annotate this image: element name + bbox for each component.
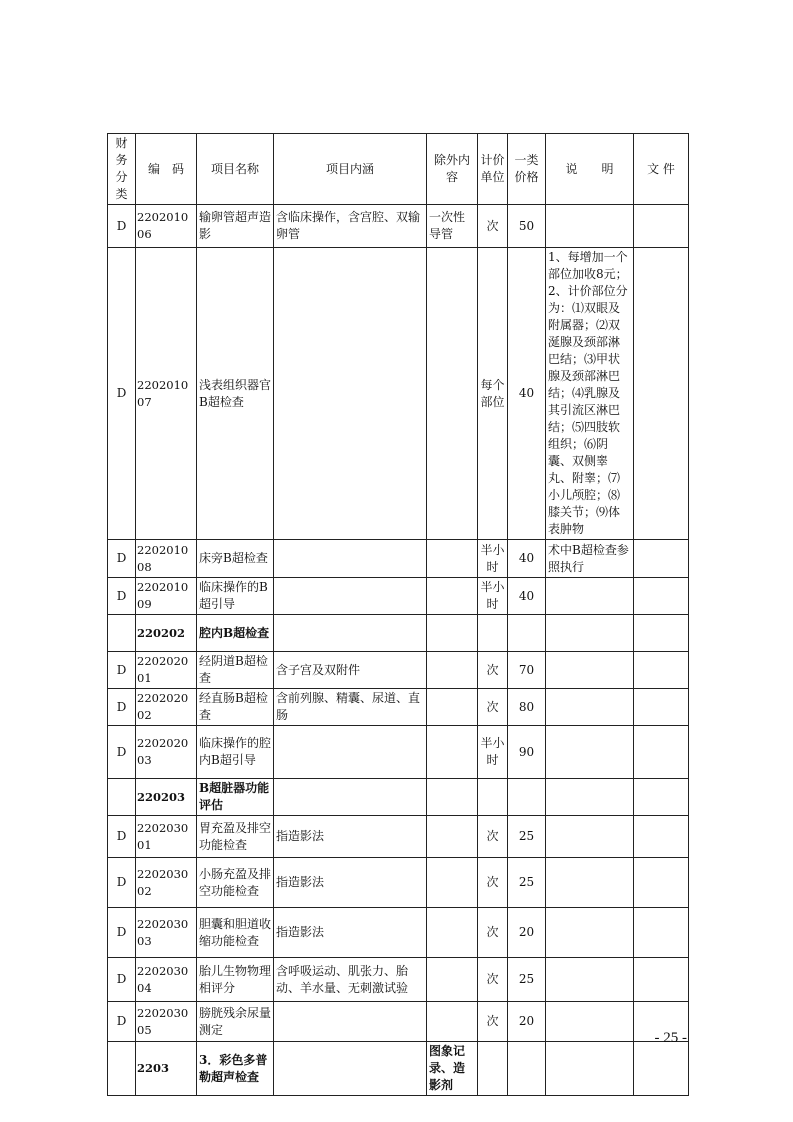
cell-excl xyxy=(427,958,478,1002)
cell-excl xyxy=(427,578,478,615)
cell-fin: D xyxy=(108,1002,136,1042)
cell-price: 40 xyxy=(508,540,546,578)
cell-fin: D xyxy=(108,652,136,689)
cell-fin xyxy=(108,779,136,816)
cell-fin: D xyxy=(108,689,136,726)
cell-file xyxy=(634,779,689,816)
cell-excl xyxy=(427,726,478,779)
cell-note: 1、每增加一个部位加收8元；2、计价部位分为：⑴双眼及附属器；⑵双涎腺及颈部淋巴结；⑶甲状腺及颈部淋巴结；⑷乳腺及其引流区淋巴结；⑸四肢软组织；⑹阴囊、双侧睾丸、附睾；⑺小儿颅腔；⑻膝关节；⑼体表肿物 xyxy=(546,248,634,540)
cell-code: 220202 xyxy=(136,615,197,652)
table-row xyxy=(108,1042,689,1096)
cell-price: 20 xyxy=(508,908,546,958)
cell-file xyxy=(634,726,689,779)
price-table xyxy=(107,133,689,1096)
cell-name: 经阴道B超检查 xyxy=(197,652,274,689)
table-row xyxy=(108,205,689,248)
cell-fin: D xyxy=(108,248,136,540)
cell-code: 220203002 xyxy=(136,858,197,908)
column-header: 编 码 xyxy=(136,134,197,205)
cell-content xyxy=(274,248,427,540)
cell-content xyxy=(274,779,427,816)
cell-fin: D xyxy=(108,578,136,615)
table-row xyxy=(108,248,689,540)
cell-name: 膀胱残余尿量测定 xyxy=(197,1002,274,1042)
cell-price: 50 xyxy=(508,205,546,248)
column-header: 说 明 xyxy=(546,134,634,205)
cell-note xyxy=(546,1042,634,1096)
cell-note xyxy=(546,652,634,689)
cell-unit xyxy=(478,1042,508,1096)
cell-code: 220202001 xyxy=(136,652,197,689)
cell-note xyxy=(546,816,634,858)
cell-name: 临床操作的B超引导 xyxy=(197,578,274,615)
cell-note xyxy=(546,779,634,816)
cell-unit: 次 xyxy=(478,958,508,1002)
cell-name: B超脏器功能评估 xyxy=(197,779,274,816)
page-number: - 25 - xyxy=(654,1030,687,1046)
column-header: 一类价格 xyxy=(508,134,546,205)
cell-price: 25 xyxy=(508,858,546,908)
cell-file xyxy=(634,540,689,578)
cell-content xyxy=(274,615,427,652)
cell-unit: 次 xyxy=(478,652,508,689)
cell-unit: 次 xyxy=(478,816,508,858)
column-header: 除外内容 xyxy=(427,134,478,205)
cell-code: 220203005 xyxy=(136,1002,197,1042)
cell-excl xyxy=(427,652,478,689)
cell-note: 术中B超检查参照执行 xyxy=(546,540,634,578)
cell-price: 80 xyxy=(508,689,546,726)
cell-price: 90 xyxy=(508,726,546,779)
cell-unit xyxy=(478,615,508,652)
table-row xyxy=(108,726,689,779)
cell-file xyxy=(634,615,689,652)
cell-price xyxy=(508,779,546,816)
cell-fin: D xyxy=(108,858,136,908)
cell-unit: 次 xyxy=(478,908,508,958)
table-row xyxy=(108,615,689,652)
cell-price xyxy=(508,615,546,652)
cell-content xyxy=(274,578,427,615)
cell-content xyxy=(274,540,427,578)
cell-code: 220203001 xyxy=(136,816,197,858)
cell-fin xyxy=(108,615,136,652)
cell-content: 指造影法 xyxy=(274,858,427,908)
cell-code: 220201007 xyxy=(136,248,197,540)
table-row xyxy=(108,858,689,908)
cell-excl xyxy=(427,540,478,578)
cell-content: 含前列腺、精囊、尿道、直肠 xyxy=(274,689,427,726)
cell-content xyxy=(274,1002,427,1042)
table-row xyxy=(108,958,689,1002)
cell-code: 2203 xyxy=(136,1042,197,1096)
cell-name: 腔内B超检查 xyxy=(197,615,274,652)
table-row xyxy=(108,689,689,726)
cell-code: 220201008 xyxy=(136,540,197,578)
cell-fin xyxy=(108,1042,136,1096)
cell-code: 220203003 xyxy=(136,908,197,958)
cell-note xyxy=(546,858,634,908)
cell-unit: 次 xyxy=(478,205,508,248)
cell-fin: D xyxy=(108,205,136,248)
cell-code: 220203 xyxy=(136,779,197,816)
cell-name: 浅表组织器官B超检查 xyxy=(197,248,274,540)
cell-file xyxy=(634,689,689,726)
cell-note xyxy=(546,1002,634,1042)
column-header: 项目名称 xyxy=(197,134,274,205)
cell-code: 220202002 xyxy=(136,689,197,726)
cell-excl xyxy=(427,248,478,540)
cell-note xyxy=(546,726,634,779)
cell-content xyxy=(274,726,427,779)
column-header: 文 件 xyxy=(634,134,689,205)
cell-code: 220203004 xyxy=(136,958,197,1002)
cell-fin: D xyxy=(108,540,136,578)
cell-code: 220202003 xyxy=(136,726,197,779)
cell-excl xyxy=(427,689,478,726)
cell-excl xyxy=(427,615,478,652)
cell-unit: 半小时 xyxy=(478,578,508,615)
cell-file xyxy=(634,578,689,615)
table-row xyxy=(108,908,689,958)
cell-note xyxy=(546,689,634,726)
table-row xyxy=(108,540,689,578)
column-header: 计价单位 xyxy=(478,134,508,205)
cell-note xyxy=(546,908,634,958)
table-row xyxy=(108,578,689,615)
cell-content: 指造影法 xyxy=(274,816,427,858)
cell-unit xyxy=(478,779,508,816)
cell-fin: D xyxy=(108,958,136,1002)
table-row xyxy=(108,1002,689,1042)
cell-unit: 次 xyxy=(478,689,508,726)
cell-content xyxy=(274,1042,427,1096)
cell-excl: 一次性导管 xyxy=(427,205,478,248)
cell-file xyxy=(634,816,689,858)
cell-price: 40 xyxy=(508,578,546,615)
cell-code: 220201009 xyxy=(136,578,197,615)
cell-file xyxy=(634,205,689,248)
cell-name: 经直肠B超检查 xyxy=(197,689,274,726)
cell-unit: 半小时 xyxy=(478,540,508,578)
cell-file xyxy=(634,652,689,689)
cell-excl xyxy=(427,1002,478,1042)
cell-note xyxy=(546,578,634,615)
cell-name: 胆囊和胆道收缩功能检查 xyxy=(197,908,274,958)
cell-fin: D xyxy=(108,726,136,779)
cell-code: 220201006 xyxy=(136,205,197,248)
cell-name: 输卵管超声造影 xyxy=(197,205,274,248)
cell-unit: 次 xyxy=(478,858,508,908)
cell-price xyxy=(508,1042,546,1096)
cell-content: 含子宫及双附件 xyxy=(274,652,427,689)
cell-file xyxy=(634,248,689,540)
cell-file xyxy=(634,1042,689,1096)
cell-fin: D xyxy=(108,816,136,858)
column-header: 财务分类 xyxy=(108,134,136,205)
cell-excl xyxy=(427,816,478,858)
cell-name: 小肠充盈及排空功能检查 xyxy=(197,858,274,908)
cell-excl: 图象记录、造影剂 xyxy=(427,1042,478,1096)
cell-content: 含临床操作，含宫腔、双输卵管 xyxy=(274,205,427,248)
cell-fin: D xyxy=(108,908,136,958)
cell-unit: 每个部位 xyxy=(478,248,508,540)
cell-note xyxy=(546,205,634,248)
cell-name: 3．彩色多普勒超声检查 xyxy=(197,1042,274,1096)
cell-price: 70 xyxy=(508,652,546,689)
table-header xyxy=(108,134,689,205)
table-row xyxy=(108,816,689,858)
cell-excl xyxy=(427,779,478,816)
cell-unit: 半小时 xyxy=(478,726,508,779)
cell-name: 胎儿生物物理相评分 xyxy=(197,958,274,1002)
cell-file xyxy=(634,908,689,958)
table-row xyxy=(108,779,689,816)
cell-note xyxy=(546,958,634,1002)
cell-content: 含呼吸运动、肌张力、胎动、羊水量、无刺激试验 xyxy=(274,958,427,1002)
cell-price: 40 xyxy=(508,248,546,540)
cell-name: 胃充盈及排空功能检查 xyxy=(197,816,274,858)
cell-name: 床旁B超检查 xyxy=(197,540,274,578)
cell-excl xyxy=(427,858,478,908)
table-row xyxy=(108,652,689,689)
cell-file xyxy=(634,958,689,1002)
cell-price: 25 xyxy=(508,816,546,858)
cell-name: 临床操作的腔内B超引导 xyxy=(197,726,274,779)
cell-content: 指造影法 xyxy=(274,908,427,958)
cell-note xyxy=(546,615,634,652)
cell-file xyxy=(634,858,689,908)
cell-price: 25 xyxy=(508,958,546,1002)
cell-unit: 次 xyxy=(478,1002,508,1042)
column-header: 项目内涵 xyxy=(274,134,427,205)
cell-excl xyxy=(427,908,478,958)
cell-price: 20 xyxy=(508,1002,546,1042)
